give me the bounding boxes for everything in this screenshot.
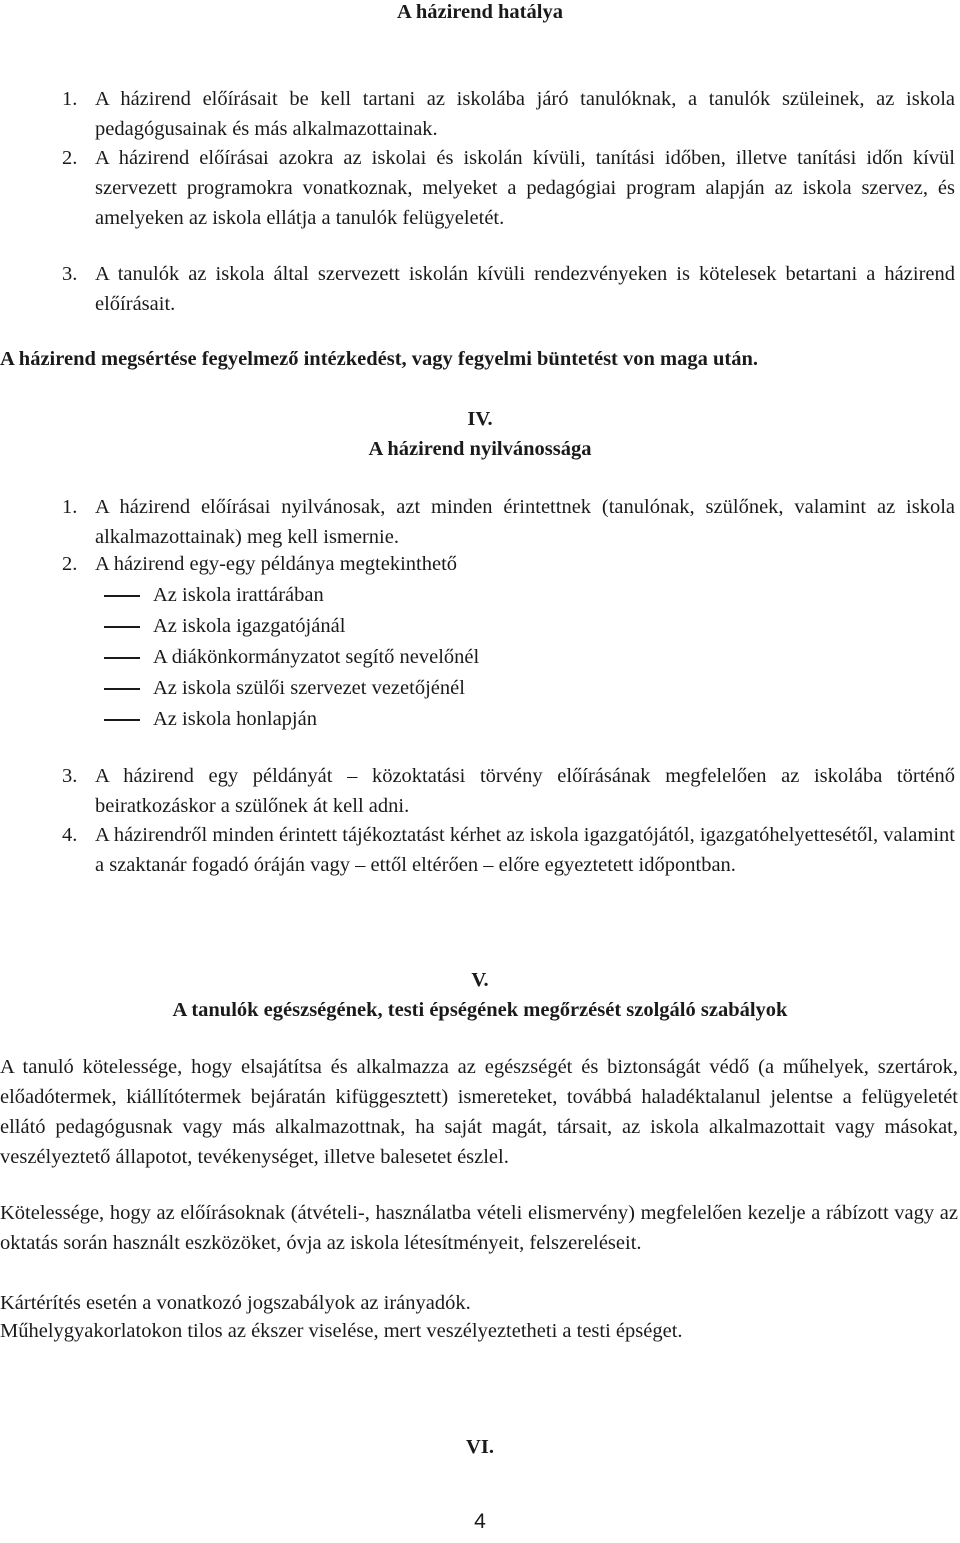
location-text: Az iskola honlapján — [153, 708, 317, 730]
list-number: 1. — [62, 88, 78, 110]
section-title-scope: A házirend hatálya — [397, 1, 563, 23]
paragraph: Kötelessége, hogy az előírásoknak (átvételi-, használatba vételi elismervény) megfelelően kezelje a rábízott vagy az oktatás során használt eszközöket, óvja az iskola létesítményeit, felszereléseit. — [0, 1202, 958, 1254]
dash-bullet-icon — [104, 626, 140, 628]
list-number: 2. — [62, 553, 78, 575]
location-text: Az iskola irattárában — [153, 584, 324, 606]
list-text: A házirend előírásai nyilvánosak, azt minden érintettnek (tanulónak, szülőnek, valamint az iskola alkalmazottainak) meg kell ismernie. — [95, 496, 955, 548]
list-text: A tanulók az iskola által szervezett iskolán kívüli rendezvényeken is kötelesek betartani a házirend előírásait. — [95, 263, 955, 315]
list-number: 2. — [62, 147, 78, 169]
list-text: A házirend egy-egy példánya megtekinthető — [95, 553, 458, 575]
section-number-v: V. — [471, 969, 489, 991]
list-text: A házirend egy példányát – közoktatási törvény előírásának megfelelően az iskolába történő beiratkozáskor a szülőnek át kell adni. — [95, 765, 955, 817]
list-text: A házirend előírásai azokra az iskolai és iskolán kívüli, tanítási időben, illetve tanítási időn kívül szervezett programokra vonatkoznak, melyeket a pedagógiai program alapján az iskola szervez, és amelyeken az iskola ellátja a tanulók felügyeletét. — [95, 147, 955, 229]
section-title-iv: A házirend nyilvánossága — [368, 438, 592, 460]
section-number-vi: VI. — [466, 1436, 494, 1458]
location-text: Az iskola szülői szervezet vezetőjénél — [153, 677, 465, 699]
dash-bullet-icon — [104, 657, 140, 659]
list-text: A házirend előírásait be kell tartani az iskolába járó tanulóknak, a tanulók szüleinek, az iskola pedagógusainak és más alkalmazottainak. — [95, 88, 955, 140]
page-number: 4 — [474, 1510, 486, 1533]
location-text: A diákönkormányzatot segítő nevelőnél — [153, 646, 480, 668]
paragraph: Műhelygyakorlatokon tilos az ékszer viselése, mert veszélyeztetheti a testi épséget. — [0, 1320, 683, 1342]
violation-note: A házirend megsértése fegyelmező intézkedést, vagy fegyelmi büntetést von maga után. — [0, 348, 758, 370]
section-title-v: A tanulók egészségének, testi épségének megőrzését szolgáló szabályok — [172, 999, 788, 1021]
list-number: 3. — [62, 765, 78, 787]
dash-bullet-icon — [104, 688, 140, 690]
location-text: Az iskola igazgatójánál — [153, 615, 346, 637]
list-number: 1. — [62, 496, 78, 518]
list-number: 4. — [62, 824, 78, 846]
paragraph: A tanuló kötelessége, hogy elsajátítsa és alkalmazza az egészségét és biztonságát védő (a műhelyek, szertárok, előadótermek, kiállítótermek bejáratán kifüggesztett) ismereteket, továbbá haladéktalanul jelentse a felügyeletét ellátó pedagógusnak vagy más alkalmazottnak, ha saját magát, társait, az iskola alkalmazottait vagy másokat, veszélyeztető állapotot, tevékenységet, illetve balesetet észlel. — [0, 1056, 958, 1168]
paragraph: Kártérítés esetén a vonatkozó jogszabályok az irányadók. — [0, 1292, 471, 1314]
dash-bullet-icon — [104, 719, 140, 721]
section-number-iv: IV. — [467, 408, 493, 430]
list-text: A házirendről minden érintett tájékoztatást kérhet az iskola igazgatójától, igazgatóhelyettesétől, valamint a szaktanár fogadó óráján vagy – ettől eltérően – előre egyeztetett időpontban. — [95, 824, 955, 876]
list-number: 3. — [62, 263, 78, 285]
dash-bullet-icon — [104, 595, 140, 597]
